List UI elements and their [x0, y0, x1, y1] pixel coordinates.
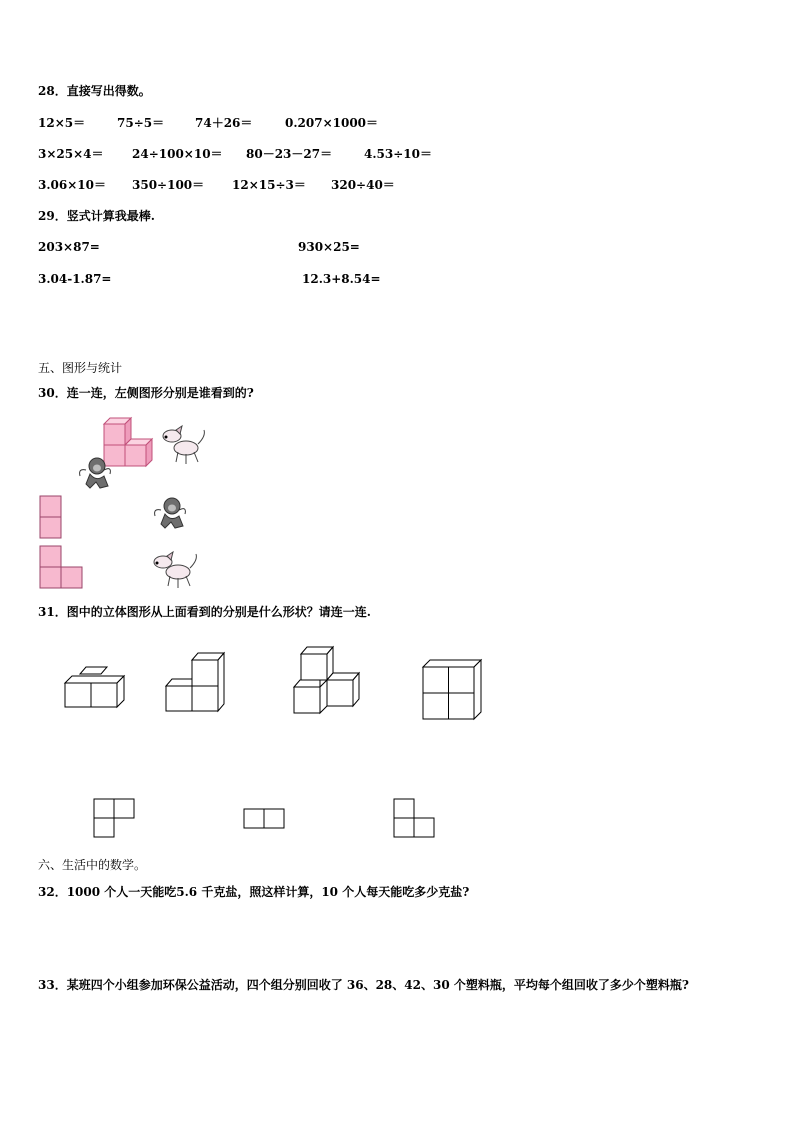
q29-title: 29．竖式计算我最棒. — [38, 209, 155, 223]
q31-title: 31．图中的立体图形从上面看到的分别是什么形状？请连一连. — [38, 605, 371, 619]
dog-icon — [163, 426, 204, 464]
q28-r1-c4: 0.207×1000＝ — [285, 116, 379, 130]
q33-title: 33．某班四个小组参加环保公益活动，四个组分别回收了 36、28、42、30 个塑料瓶，平均每个组回收了多少个塑料瓶? — [38, 978, 689, 992]
q31-solid-2 — [166, 653, 224, 711]
q28-r3-c1: 3.06×10＝ — [38, 178, 106, 192]
q28-r2-c1: 3×25×4＝ — [38, 147, 104, 161]
q28-r2-c4: 4.53÷10＝ — [364, 147, 432, 161]
q28-r1-c3: 74＋26＝ — [195, 116, 253, 130]
q31-solid-3 — [294, 647, 359, 713]
q28-r3-c2: 350÷100＝ — [132, 178, 205, 192]
monkey-icon — [155, 498, 186, 528]
q28-title: 28．直接写出得数。 — [38, 84, 151, 98]
q30-left-view-2 — [40, 546, 82, 588]
q32-title: 32．1000 个人一天能吃5.6 千克盐，照这样计算，10 个人每天能吃多少克盐? — [38, 885, 470, 899]
q30-title: 30．连一连，左侧图形分别是谁看到的? — [38, 386, 254, 400]
q28-r2-c3: 80－23－27＝ — [246, 147, 333, 161]
q31-top-view-2 — [244, 809, 284, 828]
section6-title: 六、生活中的数学。 — [38, 858, 147, 872]
q28-r3-c3: 12×15÷3＝ — [232, 178, 306, 192]
q30-left-view-1 — [40, 496, 61, 538]
q28-r1-c1: 12×5＝ — [38, 116, 86, 130]
q31-top-view-3 — [394, 799, 434, 837]
dog-icon — [154, 552, 196, 588]
q31-solid-4 — [423, 660, 481, 719]
q29-item-4: 12.3+8.54= — [302, 272, 381, 286]
q29-item-3: 3.04-1.87= — [38, 272, 112, 286]
q31-solid-1 — [65, 667, 124, 707]
q30-pink-cube-stack — [104, 418, 152, 466]
q29-item-1: 203×87= — [38, 240, 100, 254]
q28-r1-c2: 75÷5＝ — [117, 116, 165, 130]
section5-title: 五、图形与统计 — [38, 361, 123, 375]
q31-top-view-1 — [94, 799, 134, 837]
q28-r3-c4: 320÷40＝ — [331, 178, 395, 192]
q29-item-2: 930×25= — [298, 240, 360, 254]
q28-r2-c2: 24÷100×10＝ — [132, 147, 223, 161]
